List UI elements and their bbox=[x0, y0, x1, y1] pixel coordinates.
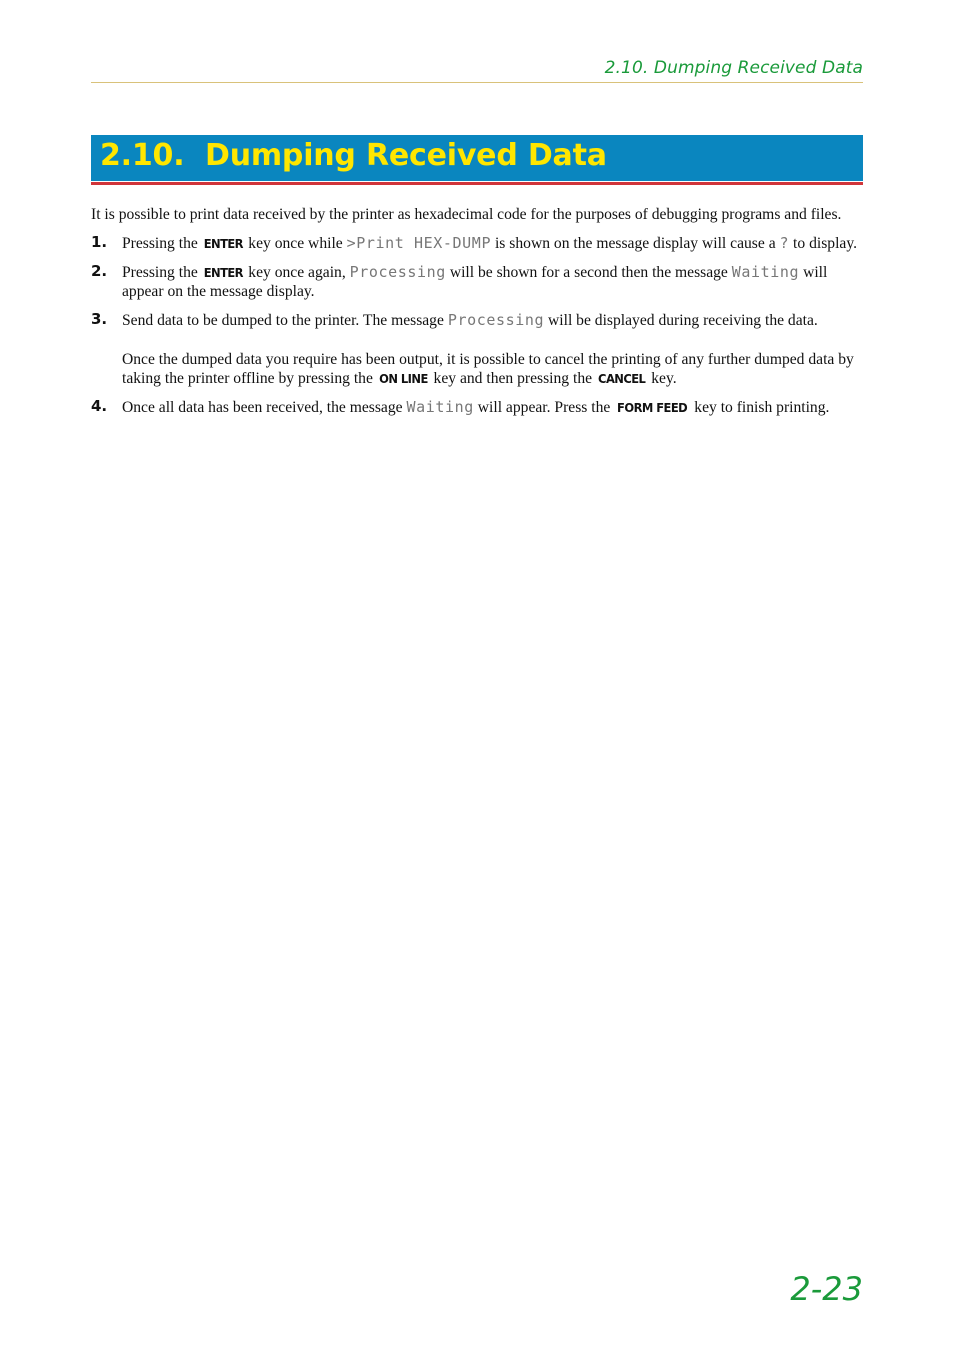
lcd-message: >Print HEX-DUMP bbox=[346, 234, 492, 252]
step-text bbox=[122, 263, 863, 301]
lcd-message: ? bbox=[779, 234, 790, 252]
lcd-message: Waiting bbox=[406, 398, 474, 416]
section-title-bar bbox=[91, 135, 863, 181]
lcd-message: Waiting bbox=[731, 263, 800, 281]
step-number: 2. bbox=[91, 262, 108, 280]
step-1 bbox=[91, 234, 863, 253]
section-title bbox=[100, 138, 607, 173]
text-run: to display. bbox=[789, 235, 858, 252]
key-label-enter: ENTER bbox=[203, 265, 243, 280]
text-run: will be shown for a second then the message bbox=[445, 264, 732, 281]
text-run: Send data to be dumped to the printer. The message bbox=[122, 312, 448, 329]
text-run: is shown on the message display will cause a bbox=[491, 235, 780, 252]
section-number: 2.10. bbox=[100, 138, 185, 173]
text-run: key to finish printing. bbox=[690, 399, 830, 416]
text-run: will be displayed during receiving the data. bbox=[544, 312, 818, 329]
step-2 bbox=[91, 263, 863, 301]
step-number: 3. bbox=[91, 310, 108, 328]
text-run: key. bbox=[647, 370, 677, 387]
text-run: Once the dumped data you require has been output, it is possible to cancel the printing of any further dumped data by taking the printer offline by pressing the bbox=[122, 351, 854, 387]
lcd-message: Processing bbox=[447, 311, 545, 329]
text-run: Pressing the bbox=[122, 235, 202, 252]
header-rule bbox=[91, 82, 863, 83]
text-run: key and then pressing the bbox=[429, 370, 596, 387]
section-title-text: Dumping Received Data bbox=[205, 138, 607, 173]
intro-paragraph: It is possible to print data received by the printer as hexadecimal code for the purposes of debugging programs and files. bbox=[91, 206, 842, 223]
text-run: Pressing the bbox=[122, 264, 202, 281]
step-note bbox=[122, 350, 863, 388]
title-underline bbox=[91, 182, 863, 185]
text-run: Once all data has been received, the message bbox=[122, 399, 407, 416]
running-header: 2.10. Dumping Received Data bbox=[604, 58, 863, 78]
step-text bbox=[122, 311, 863, 330]
step-number: 4. bbox=[91, 397, 108, 415]
text-run: will appear on the message display. bbox=[122, 264, 828, 300]
step-text bbox=[122, 234, 863, 253]
text-run: key once again, bbox=[244, 264, 350, 281]
key-label-on-line: ON LINE bbox=[378, 371, 428, 386]
key-label-cancel: CANCEL bbox=[598, 371, 646, 386]
step-list bbox=[91, 234, 863, 417]
text-run: key once while bbox=[244, 235, 347, 252]
step-3 bbox=[91, 311, 863, 388]
step-4 bbox=[91, 398, 863, 417]
page-number: 2-23 bbox=[790, 1270, 863, 1308]
key-label-form-feed: FORM FEED bbox=[617, 400, 688, 415]
lcd-message: Processing bbox=[349, 263, 446, 281]
text-run: will appear. Press the bbox=[473, 399, 615, 416]
key-label-enter: ENTER bbox=[203, 236, 243, 251]
step-number: 1. bbox=[91, 233, 108, 251]
page-content bbox=[91, 205, 863, 427]
step-text bbox=[122, 398, 863, 417]
